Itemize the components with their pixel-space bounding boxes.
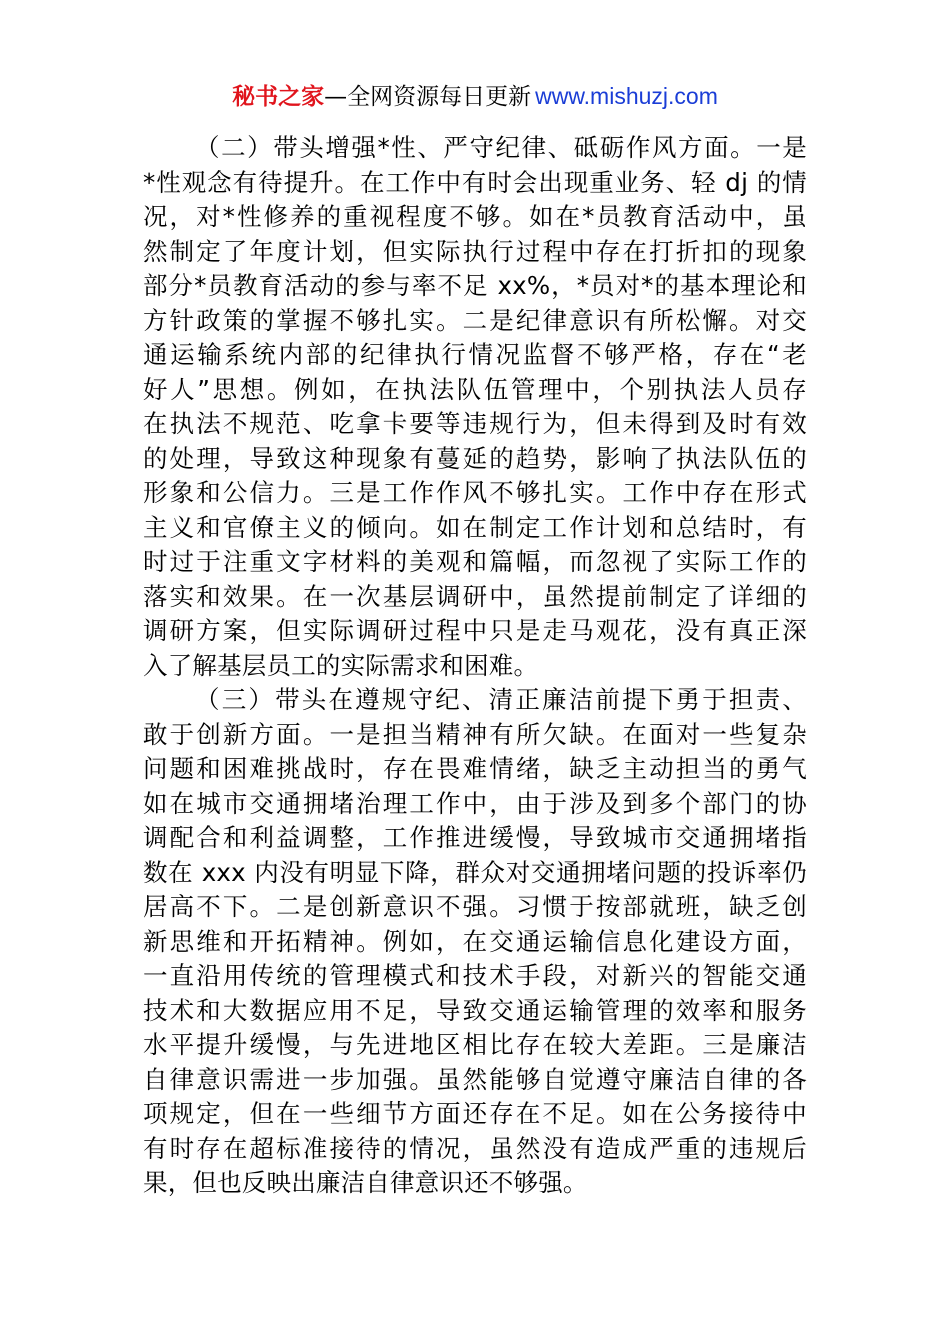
text-line: 新思维和开拓精神。例如，在交通运输信息化建设方面， xyxy=(143,926,807,956)
text-line: 况，对*性修养的重视程度不够。如在*员教育活动中，虽 xyxy=(143,202,807,231)
text-line: 一直沿用传统的管理模式和技术手段，对新兴的智能交通 xyxy=(143,961,807,990)
text-line: 调研方案，但实际调研过程中只是走马观花，没有真正深 xyxy=(143,616,807,645)
text-line: （三）带头在遵规守纪、清正廉洁前提下勇于担责、 xyxy=(195,685,807,714)
text-line: 通运输系统内部的纪律执行情况监督不够严格，存在“老 xyxy=(143,340,807,369)
text-line: 敢于创新方面。一是担当精神有所欠缺。在面对一些复杂 xyxy=(143,719,807,749)
page-header xyxy=(0,80,950,113)
text-line: 部分*员教育活动的参与率不足 xx%，*员对*的基本理论和 xyxy=(143,271,807,300)
text-line: 有时存在超标准接待的情况，虽然没有造成严重的违规后 xyxy=(143,1133,807,1163)
text-line: 方针政策的掌握不够扎实。二是纪律意识有所松懈。对交 xyxy=(143,305,807,335)
document-body xyxy=(143,131,807,1201)
text-line: 主义和官僚主义的倾向。如在制定工作计划和总结时，有 xyxy=(143,512,807,542)
text-line: 时过于注重文字材料的美观和篇幅，而忽视了实际工作的 xyxy=(143,547,807,576)
text-line: 问题和困难挑战时，存在畏难情绪，缺乏主动担当的勇气 xyxy=(143,754,807,783)
text-line: （二）带头增强*性、严守纪律、砥砺作风方面。一是 xyxy=(195,133,807,162)
text-line: 如在城市交通拥堵治理工作中，由于涉及到多个部门的协 xyxy=(143,788,807,818)
text-line: 形象和公信力。三是工作作风不够扎实。工作中存在形式 xyxy=(143,478,807,507)
text-line: 然制定了年度计划，但实际执行过程中存在打折扣的现象 xyxy=(143,236,807,266)
text-line: 调配合和利益调整，工作推进缓慢，导致城市交通拥堵指 xyxy=(143,823,807,852)
text-line: 的处理，导致这种现象有蔓延的趋势，影响了执法队伍的 xyxy=(143,443,807,473)
text-line: 水平提升缓慢，与先进地区相比存在较大差距。三是廉洁 xyxy=(143,1030,807,1059)
text-line: 在执法不规范、吃拿卡要等违规行为，但未得到及时有效 xyxy=(143,409,807,438)
site-url-link[interactable]: www.mishuzj.com xyxy=(535,83,718,109)
text-line: 居高不下。二是创新意识不强。习惯于按部就班，缺乏创 xyxy=(143,892,807,921)
text-line: 好人”思想。例如，在执法队伍管理中，个别执法人员存 xyxy=(143,374,807,404)
text-line: 数在 xxx 内没有明显下降，群众对交通拥堵问题的投诉率仍 xyxy=(143,857,807,887)
paragraph-section-2 xyxy=(143,131,807,683)
text-line: 技术和大数据应用不足，导致交通运输管理的效率和服务 xyxy=(143,995,807,1025)
text-line: 自律意识需进一步加强。虽然能够自觉遵守廉洁自律的各 xyxy=(143,1064,807,1094)
brand-name: 秘书之家 xyxy=(232,84,325,110)
text-line: 项规定，但在一些细节方面还存在不足。如在公务接待中 xyxy=(143,1099,807,1128)
text-line: 果，但也反映出廉洁自律意识还不够强。 xyxy=(143,1168,588,1197)
text-line: *性观念有待提升。在工作中有时会出现重业务、轻 dj 的情 xyxy=(143,167,807,197)
paragraph-section-3 xyxy=(143,683,807,1201)
text-line: 落实和效果。在一次基层调研中，虽然提前制定了详细的 xyxy=(143,581,807,611)
text-line: 入了解基层员工的实际需求和困难。 xyxy=(143,650,539,680)
header-tagline: —全网资源每日更新 xyxy=(324,84,532,110)
